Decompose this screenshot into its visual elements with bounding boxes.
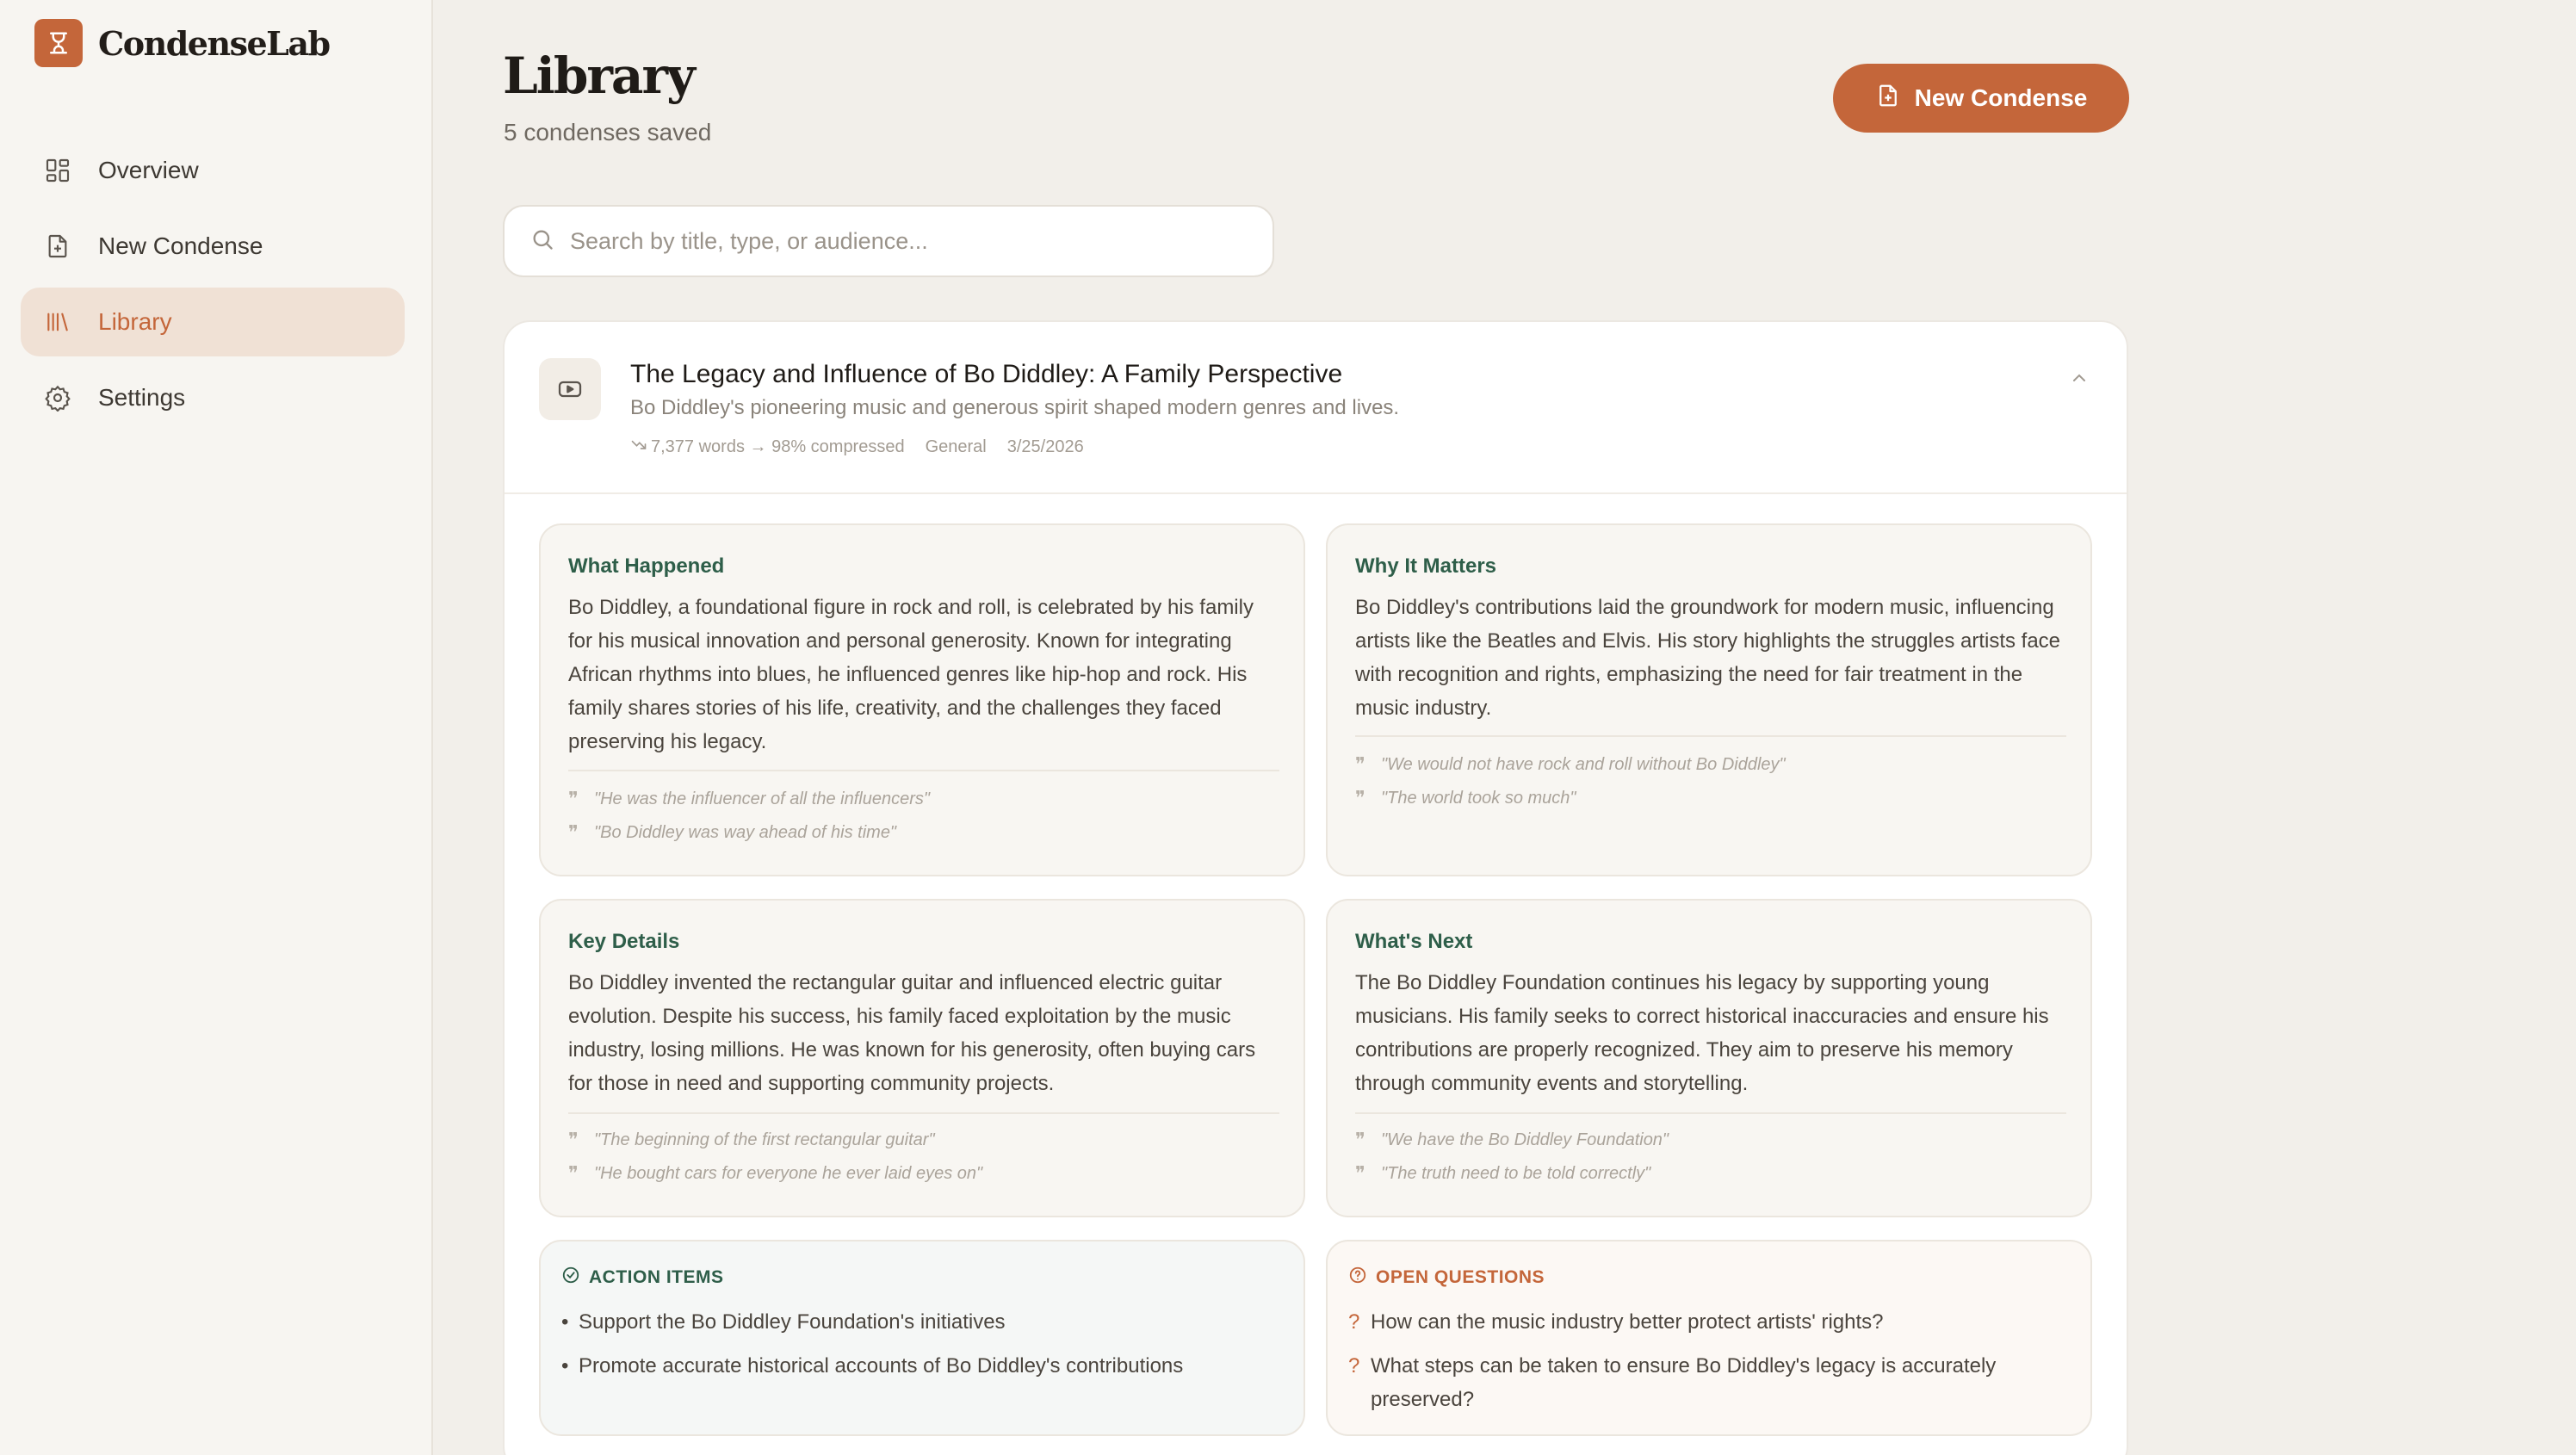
quote: ❞ "We have the Bo Diddley Foundation" [1355,1130,1669,1151]
condense-card [503,320,2128,1455]
chevron-up-icon[interactable] [2066,365,2092,391]
sidebar [0,0,433,1455]
divider [1355,735,2066,737]
hourglass-icon [34,19,83,67]
sidebar-nav [21,136,405,439]
quote-icon: ❞ [568,822,579,844]
section-why-it-matters [1326,523,2092,876]
quote-icon: ❞ [1355,754,1365,776]
open-questions-title: OPEN QUESTIONS [1348,1266,1545,1290]
action-items-title: ACTION ITEMS [561,1266,724,1290]
word-stats: 7,377 words → 98% compressed [651,436,905,456]
quote: ❞ "The beginning of the first rectangular guitar" [568,1130,935,1151]
card-header[interactable] [505,322,2127,494]
search-bar[interactable] [503,205,1274,277]
search-icon [530,227,554,256]
open-question: ? What steps can be taken to ensure Bo Diddley's legacy is accurately preserved? [1348,1354,1997,1411]
action-item: • Promote accurate historical accounts of Bo Diddley's contributions [561,1354,1184,1378]
section-title: What Happened [568,554,725,578]
section-body: Bo Diddley, a foundational figure in rock and roll, is celebrated by his family for his musical innovation and personal generosity. Known for integrating African rhythms into blues, he influenced genres like hip-hop and rock. His family shares stories of his life, creativity, and the challenges they faced preserving his legacy. [568,596,1254,753]
video-icon [539,358,601,420]
sidebar-item-label: Settings [98,384,186,411]
quote-icon: ❞ [1355,1163,1365,1185]
gear-icon [43,383,72,412]
sidebar-item-overview[interactable] [21,136,405,205]
library-icon [43,307,72,337]
section-whats-next [1326,899,2092,1217]
quote: ❞ "The truth need to be told correctly" [1355,1163,1651,1185]
help-circle-icon [1348,1266,1367,1290]
card-summary: Bo Diddley's pioneering music and generous spirit shaped modern genres and lives. [630,396,1400,419]
action-item: • Support the Bo Diddley Foundation's initiatives [561,1310,1006,1334]
quote: ❞ "We would not have rock and roll without Bo Diddley" [1355,754,1786,776]
divider [568,770,1279,771]
new-condense-label: New Condense [1914,84,2088,111]
sidebar-item-new-condense[interactable] [21,212,405,281]
open-question: ? How can the music industry better protect artists' rights? [1348,1310,1884,1334]
trend-icon [630,436,647,458]
quote: ❞ "Bo Diddley was way ahead of his time" [568,822,897,844]
page-subtitle: 5 condenses saved [504,119,712,146]
section-what-happened [539,523,1305,876]
section-title: Key Details [568,930,680,953]
section-body: Bo Diddley's contributions laid the groundwork for modern music, influencing artists like the Beatles and Elvis. His story highlights the struggles artists face with recognition and rights, emphasizing the need for fair treatment in the music industry. [1355,596,2061,720]
quote-icon: ❞ [1355,1130,1365,1151]
section-key-details [539,899,1305,1217]
quote: ❞ "He bought cars for everyone he ever laid eyes on" [568,1163,983,1185]
app-name: CondenseLab [98,23,330,63]
saved-date: 3/25/2026 [1006,436,1084,456]
card-title: The Legacy and Influence of Bo Diddley: A Family Perspective [630,360,1343,388]
divider [1355,1112,2066,1114]
section-title: Why It Matters [1355,554,1497,578]
quote: ❞ "The world took so much" [1355,788,1576,809]
sidebar-item-library[interactable] [21,288,405,356]
section-body: The Bo Diddley Foundation continues his legacy by supporting young musicians. His family seeks to correct historical inaccuracies and ensure his contributions are properly recognized. They aim to preserve his memory through community events and storytelling. [1355,971,2049,1095]
file-plus-icon [43,232,72,261]
new-condense-button[interactable] [1833,64,2129,133]
sidebar-item-label: New Condense [98,232,263,259]
open-questions-box [1326,1240,2092,1436]
file-plus-icon [1875,83,1901,115]
card-meta [630,436,1084,458]
check-circle-icon [561,1266,580,1290]
brand[interactable] [34,19,330,67]
section-title: What's Next [1355,930,1473,953]
sidebar-item-label: Overview [98,157,199,183]
action-items-box [539,1240,1305,1436]
quote-icon: ❞ [568,1163,579,1185]
sidebar-item-label: Library [98,308,172,335]
quote-icon: ❞ [1355,788,1365,809]
section-body: Bo Diddley invented the rectangular guitar and influenced electric guitar evolution. Despite his success, his family faced exploitation by the music industry, losing millions. He was known for his generosity, often buying cars for those in need and supporting community projects. [568,971,1256,1095]
quote: ❞ "He was the influencer of all the influencers" [568,789,930,810]
sidebar-item-settings[interactable] [21,363,405,432]
quote-icon: ❞ [568,1130,579,1151]
audience-tag: General [925,436,987,456]
search-input[interactable] [570,228,1242,255]
divider [568,1112,1279,1114]
page-title: Library [503,46,694,105]
grid-icon [43,156,72,185]
quote-icon: ❞ [568,789,579,810]
